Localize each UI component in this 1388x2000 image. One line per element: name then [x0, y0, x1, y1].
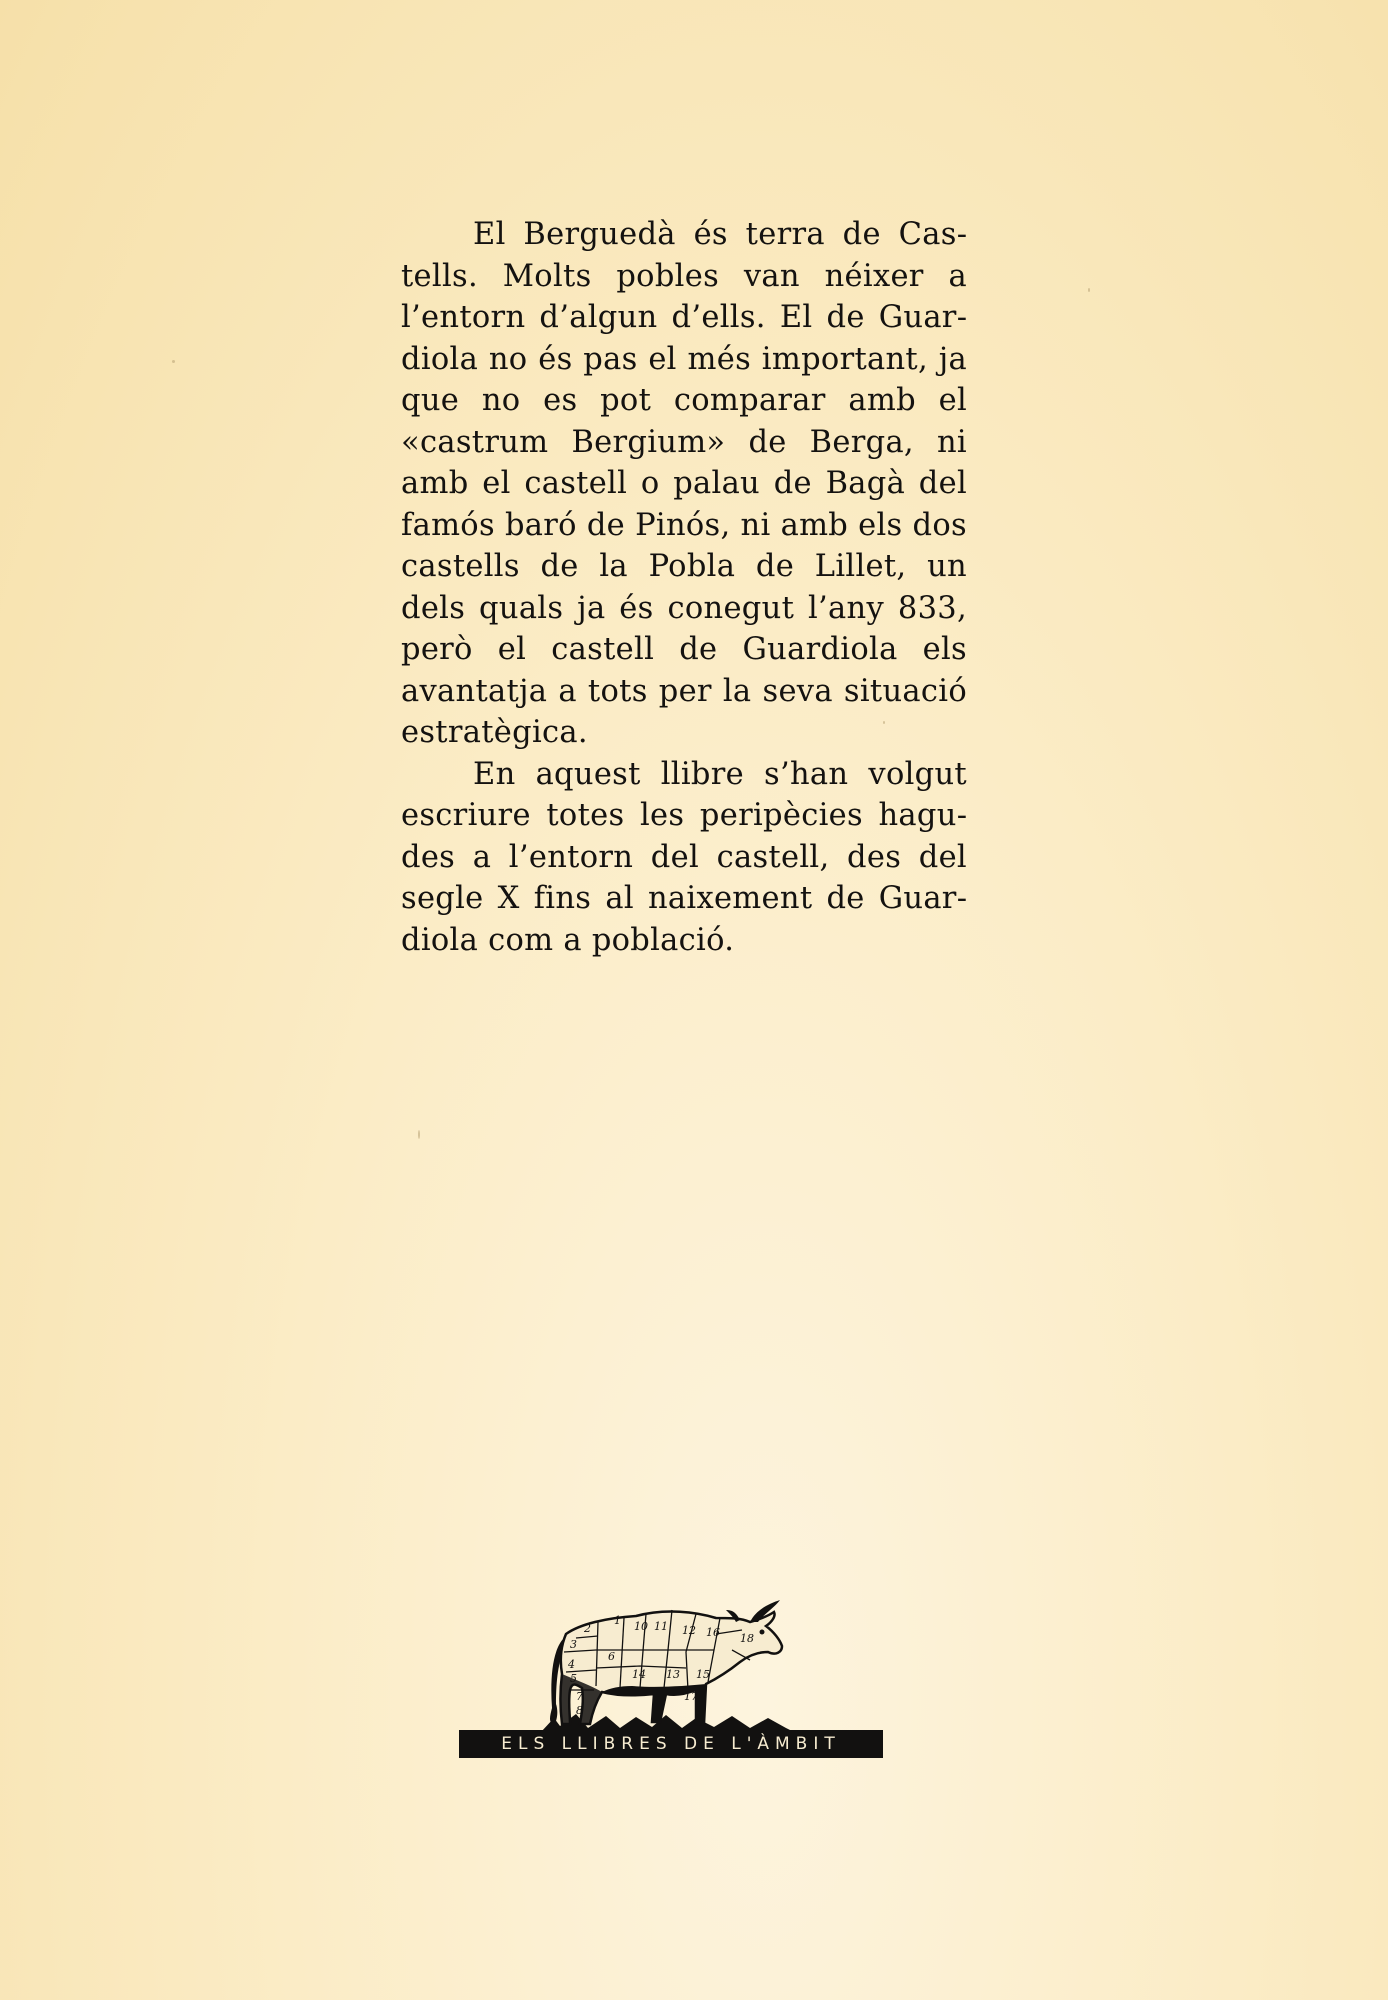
blurb-paragraph: El Berguedà és terra de Castells. Molts pobles van néixer a l’entorn d’algun d’ells. El de Guardiola no és pas el més important, ja que no es pot comparar amb el «castrum Bergium» de Berga, ni amb el castell o palau de Bagà del famós baró de Pinós, ni amb els dos castells de la Pobla de Lillet, un dels quals ja és conegut l’any 833, però el castell de Guardiola els avantatja a tots per la seva situació estratègica. [401, 217, 967, 750]
bull-cut-number: 16 [706, 1626, 720, 1639]
bull-cut-number: 10 [634, 1620, 648, 1633]
bull-cut-number: 3 [570, 1638, 577, 1651]
bull-cut-number: 17 [684, 1690, 698, 1703]
paper-speck [172, 360, 175, 363]
bull-cut-number: 18 [740, 1632, 754, 1645]
bull-cut-number: 14 [632, 1668, 646, 1681]
paper-speck [1088, 288, 1090, 292]
bull-cut-number: 13 [666, 1668, 680, 1681]
bull-cut-number: 2 [584, 1622, 591, 1635]
bull-cut-number: 7 [576, 1690, 583, 1703]
paper-speck [418, 1130, 420, 1139]
publisher-band: ELS LLIBRES DE L'ÀMBIT [459, 1730, 883, 1758]
bull-diagram-icon [536, 1590, 796, 1735]
blurb-text [401, 214, 967, 961]
bull-cut-number: 12 [682, 1624, 696, 1637]
bull-cut-number: 15 [696, 1668, 710, 1681]
bull-cut-number: 11 [654, 1620, 668, 1633]
bull-cut-number: 6 [608, 1650, 615, 1663]
bull-cut-number: 5 [570, 1672, 577, 1685]
bull-cut-number: 8 [576, 1704, 583, 1717]
blurb-paragraph: En aquest llibre s’han volgut escriure totes les peripècies hagudes a l’entorn del castell, des del segle X fins al naixement de Guardiola com a població. [401, 756, 967, 958]
bull-cut-number: 1 [614, 1614, 621, 1627]
bull-cut-number: 4 [568, 1658, 575, 1671]
publisher-logo [456, 1590, 886, 1762]
